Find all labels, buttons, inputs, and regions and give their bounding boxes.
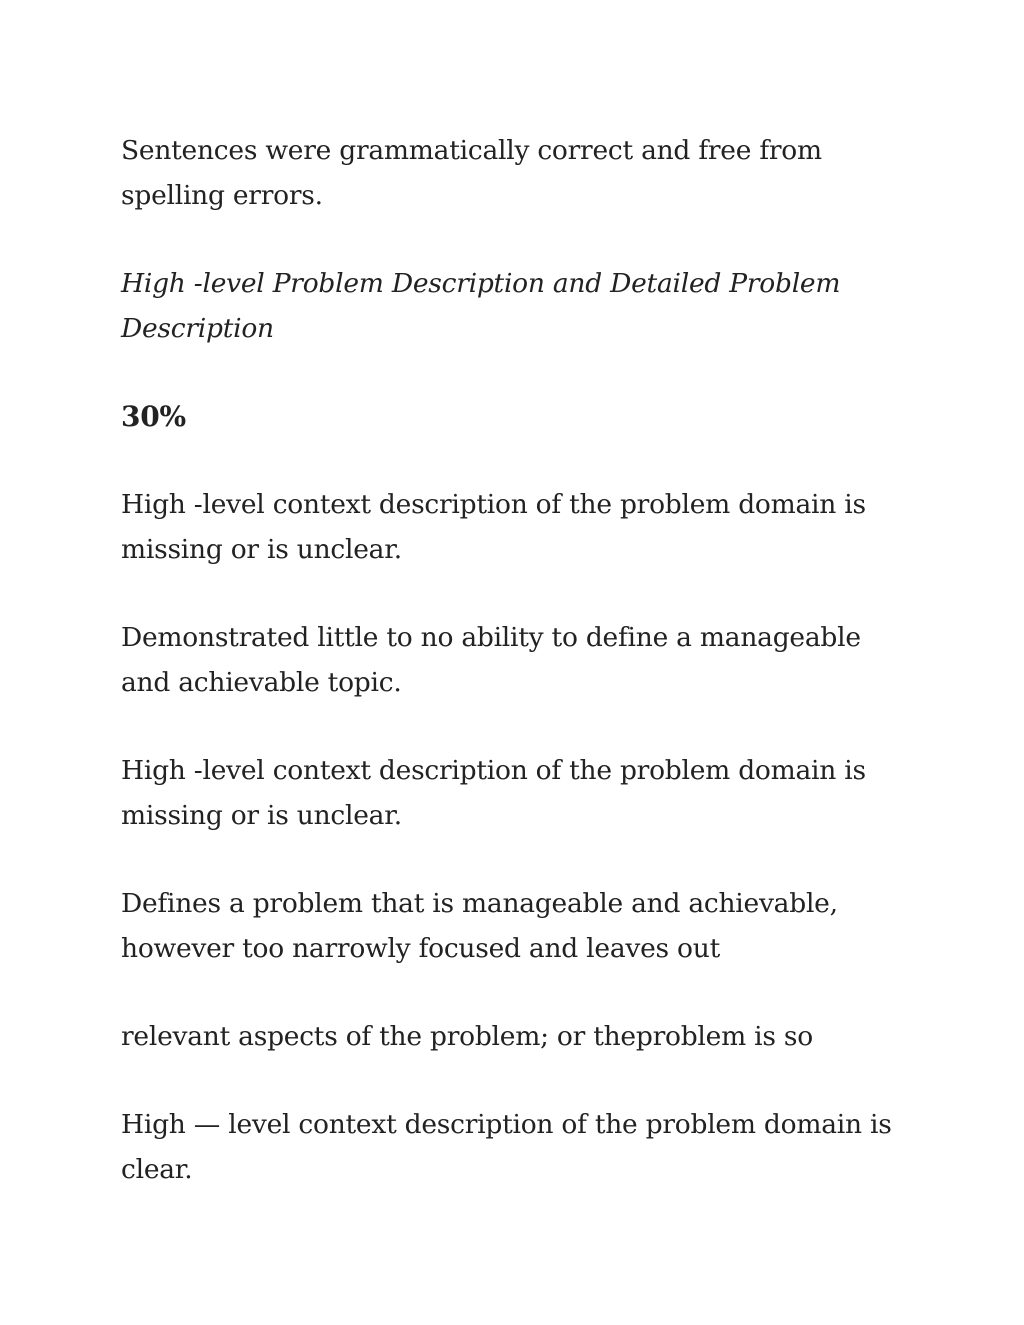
section-heading: High -level Problem Description and Detailed Problem Description [121, 268, 841, 344]
paragraph-context-missing: High -level context description of the problem domain is missing or is unclear. [121, 489, 866, 565]
document-page [121, 128, 911, 1235]
paragraph-topic-ability: Demonstrated little to no ability to define a manageable and achievable topic. [121, 622, 861, 698]
paragraph-relevant-aspects: relevant aspects of the problem; or theproblem is so [121, 1021, 813, 1052]
paragraph-context-clear: High — level context description of the problem domain is clear. [121, 1109, 892, 1185]
paragraph-spelling: Sentences were grammatically correct and free from spelling errors. [121, 135, 822, 211]
paragraph-context-missing-repeat: High -level context description of the problem domain is missing or is unclear. [121, 755, 866, 831]
paragraph-problem-defined: Defines a problem that is manageable and achievable, however too narrowly focused and leaves out [121, 888, 838, 964]
section-weight: 30% [121, 400, 186, 433]
